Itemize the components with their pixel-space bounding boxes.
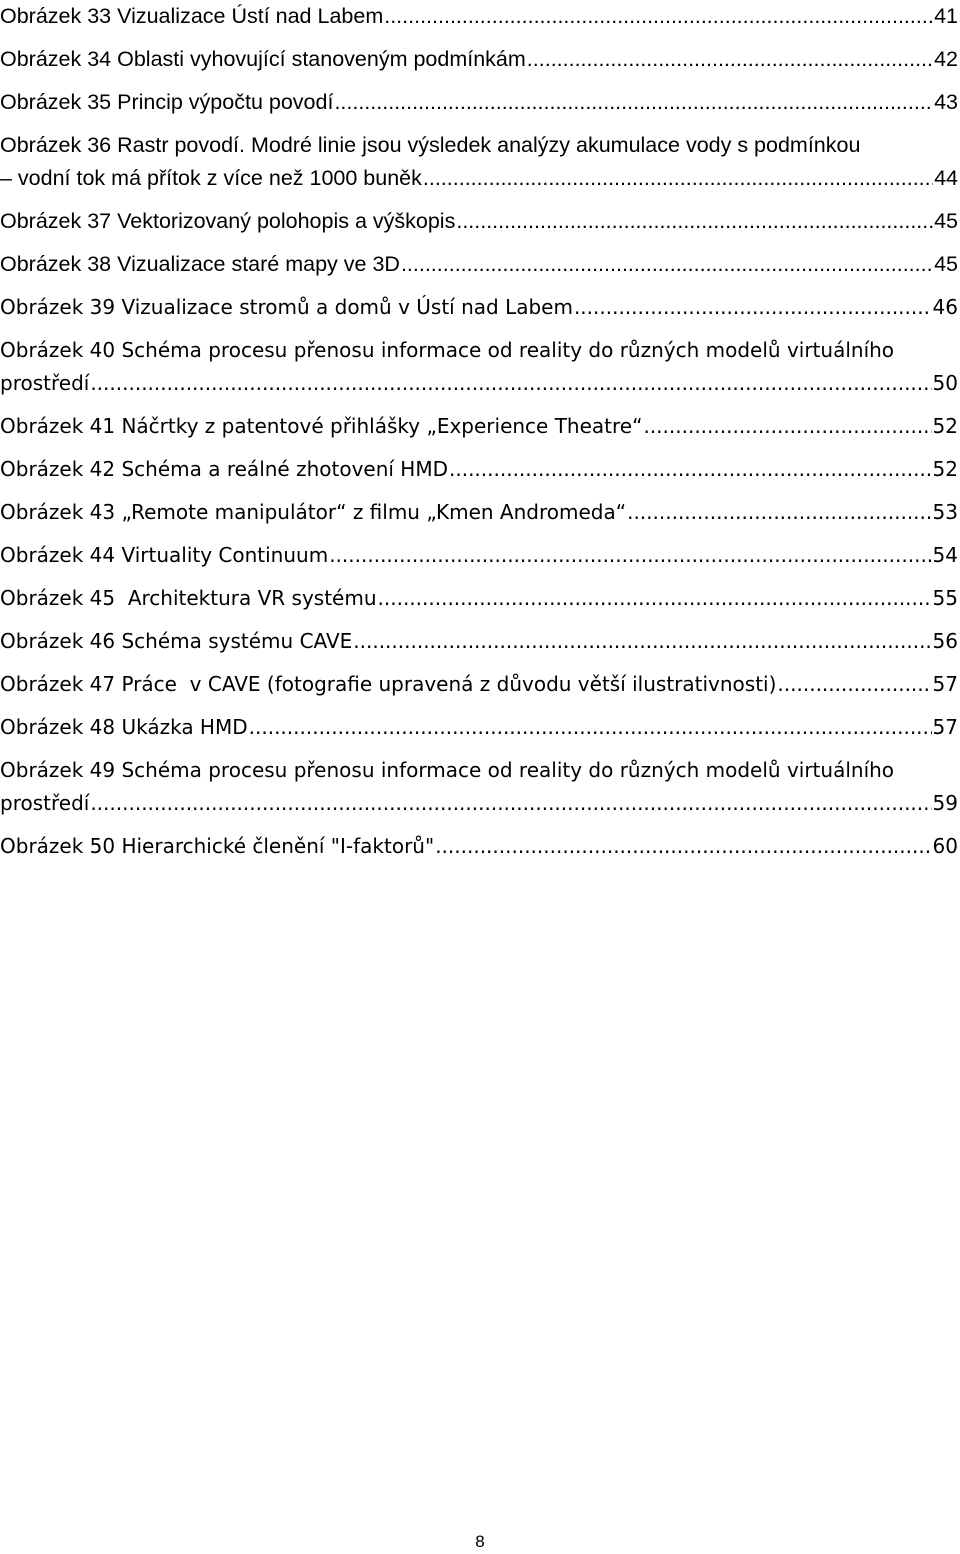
toc-entry-page: 43 [934, 90, 958, 114]
toc-entry-title: Obrázek 50 Hierarchické členění "I-faktorů" [0, 834, 435, 858]
page-number: 8 [475, 1532, 485, 1551]
toc-entry-page: 55 [932, 586, 958, 610]
toc-entry-page: 45 [934, 209, 958, 233]
dot-leader [384, 0, 933, 33]
toc-entry-title: Obrázek 47 Práce v CAVE (fotografie upravená z důvodu větší ilustrativnosti) [0, 672, 777, 696]
toc-entry-title: prostředí [0, 371, 90, 395]
toc-entry-33[interactable] [0, 0, 958, 33]
toc-entry-46[interactable] [0, 625, 958, 658]
toc-entry-title: Obrázek 43 „Remote manipulátor“ z filmu „Kmen Andromeda“ [0, 500, 627, 524]
dot-leader [90, 787, 931, 820]
dot-leader [249, 711, 932, 744]
dot-leader [627, 496, 931, 529]
toc-entry-title-line1: Obrázek 49 Schéma procesu přenosu informace od reality do různých modelů virtuálního [0, 758, 895, 782]
dot-leader [329, 539, 931, 572]
toc-entry-title: – vodní tok má přítok z více než 1000 buněk [0, 166, 422, 190]
toc-entry-page: 54 [932, 543, 958, 567]
toc-entry-page: 41 [934, 4, 958, 28]
toc-entry-page: 52 [932, 414, 958, 438]
toc-entry-title: Obrázek 34 Oblasti vyhovující stanoveným podmínkám [0, 47, 526, 71]
toc-entry-title: Obrázek 46 Schéma systému CAVE [0, 629, 353, 653]
toc-entry-page: 44 [934, 166, 958, 190]
toc-entry-title: Obrázek 44 Virtuality Continuum [0, 543, 329, 567]
toc-entry-50[interactable] [0, 830, 958, 863]
toc-entry-title: Obrázek 37 Vektorizovaný polohopis a výškopis [0, 209, 456, 233]
toc-entry-40[interactable] [0, 334, 960, 400]
dot-leader [435, 830, 931, 863]
toc-entry-39[interactable] [0, 291, 958, 324]
toc-entry-title: Obrázek 39 Vizualizace stromů a domů v Ústí nad Labem [0, 295, 573, 319]
toc-entry-47[interactable] [0, 668, 958, 701]
toc-entry-page: 57 [932, 715, 958, 739]
toc-entry-45[interactable] [0, 582, 958, 615]
dot-leader [423, 162, 933, 195]
toc-entry-title: Obrázek 41 Náčrtky z patentové přihlášky „Experience Theatre“ [0, 414, 643, 438]
toc-entry-title: Obrázek 35 Princip výpočtu povodí [0, 90, 334, 114]
toc-entry-page: 59 [932, 791, 958, 815]
dot-leader [643, 410, 931, 443]
toc-entry-title-line1: Obrázek 36 Rastr povodí. Modré linie jsou výsledek analýzy akumulace vody s podmínkou [0, 133, 861, 157]
toc-entry-title: Obrázek 38 Vizualizace staré mapy ve 3D [0, 252, 400, 276]
toc-entry-page: 52 [932, 457, 958, 481]
dot-leader [353, 625, 931, 658]
toc-entry-title: Obrázek 45 Architektura VR systému [0, 586, 377, 610]
toc-entry-page: 46 [932, 295, 958, 319]
dot-leader [574, 291, 932, 324]
toc-entry-34[interactable] [0, 43, 958, 76]
toc-entry-page: 53 [932, 500, 958, 524]
toc-entry-37[interactable] [0, 205, 958, 238]
dot-leader [378, 582, 932, 615]
toc-entry-page: 42 [934, 47, 958, 71]
toc-entry-43[interactable] [0, 496, 958, 529]
dot-leader [527, 43, 933, 76]
toc-entry-page: 60 [932, 834, 958, 858]
toc-entry-page: 56 [932, 629, 958, 653]
toc-entry-41[interactable] [0, 410, 958, 443]
toc-entry-page: 57 [932, 672, 958, 696]
toc-entry-49[interactable] [0, 754, 960, 820]
dot-leader [777, 668, 931, 701]
dot-leader [90, 367, 931, 400]
dot-leader [456, 205, 933, 238]
toc-entry-title: Obrázek 33 Vizualizace Ústí nad Labem [0, 4, 384, 28]
dot-leader [449, 453, 932, 486]
toc-entry-44[interactable] [0, 539, 958, 572]
toc-entry-page: 50 [932, 371, 958, 395]
toc-entry-page: 45 [934, 252, 958, 276]
dot-leader [334, 86, 933, 119]
toc-entry-title: prostředí [0, 791, 90, 815]
toc-entry-42[interactable] [0, 453, 958, 486]
toc-entry-title-line1: Obrázek 40 Schéma procesu přenosu informace od reality do různých modelů virtuálního [0, 338, 895, 362]
dot-leader [401, 248, 933, 281]
toc-entry-title: Obrázek 48 Ukázka HMD [0, 715, 248, 739]
toc-entry-35[interactable] [0, 86, 958, 119]
toc-entry-48[interactable] [0, 711, 958, 744]
toc-entry-title: Obrázek 42 Schéma a reálné zhotovení HMD [0, 457, 448, 481]
toc-entry-36[interactable] [0, 129, 960, 195]
toc-entry-38[interactable] [0, 248, 958, 281]
